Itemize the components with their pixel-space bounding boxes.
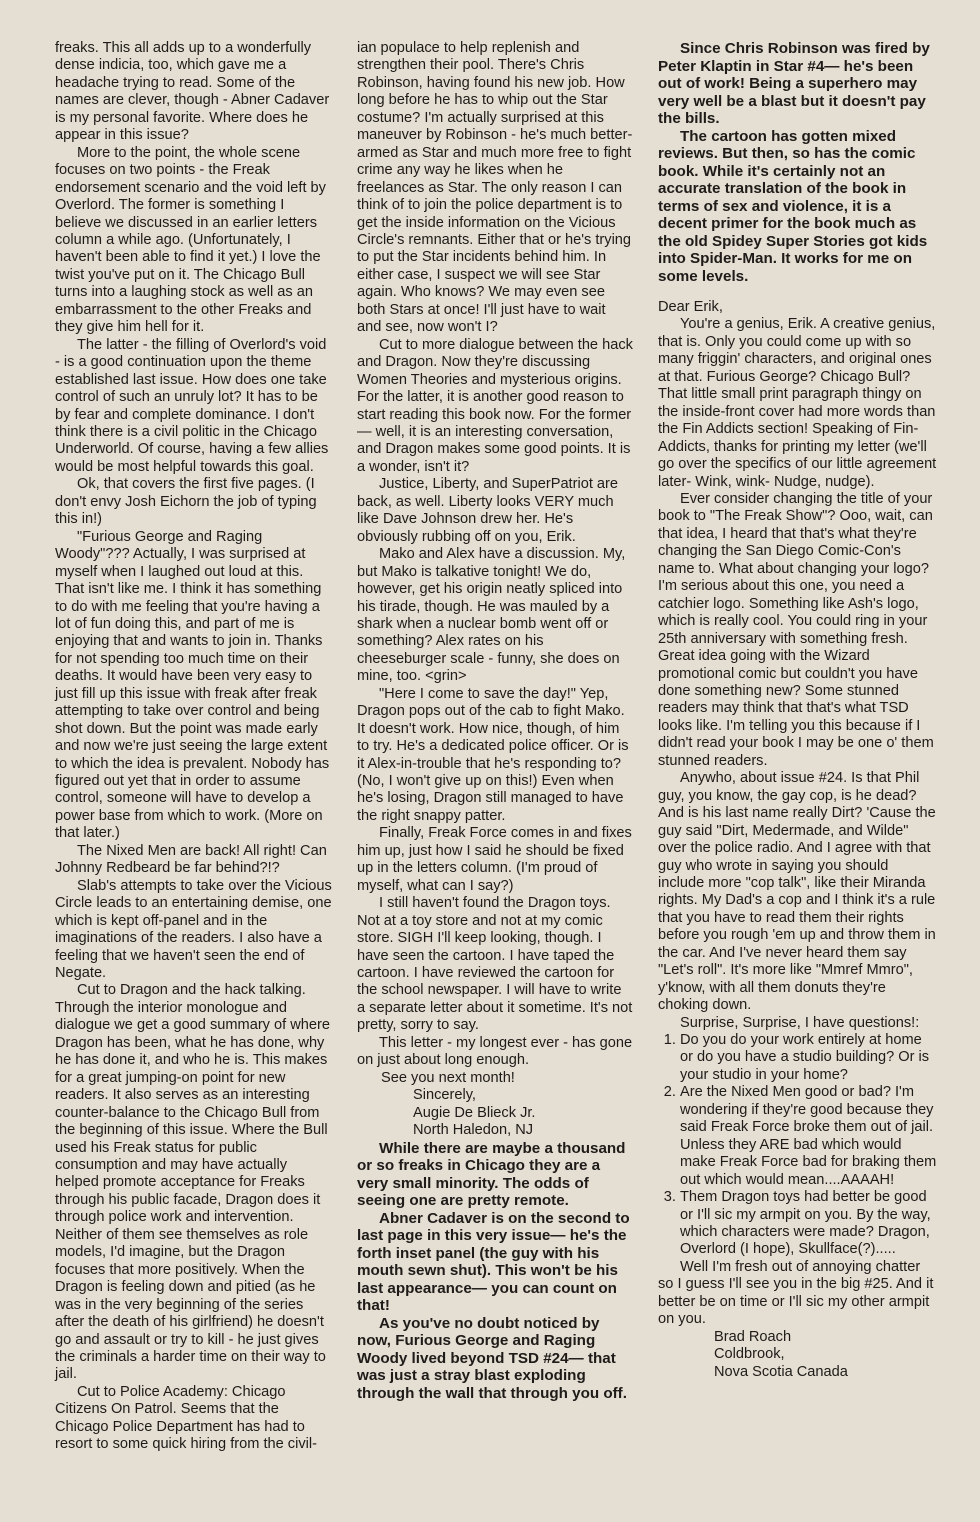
editor-reply: Abner Cadaver is on the second to last page in this very issue— he's the forth inset panel (the guy with his mouth sewn shut). This won't be his last appearance— you can count on that! bbox=[357, 1209, 630, 1315]
letter-location: North Haledon, NJ bbox=[413, 1122, 534, 1139]
letter-author: Brad Roach bbox=[714, 1328, 792, 1345]
letter-paragraph: Finally, Freak Force comes in and fixes him up, just how I said he should be fixed up in the letters column. (I'm proud of myself, what can I say?) bbox=[357, 825, 632, 894]
editor-reply: The cartoon has gotten mixed reviews. But then, so has the comic book. While it's certainly not an accurate translation of the book in terms of sex and violence, it is a decent primer for the book much as the old Spidey Super Stories got kids into Spider-Man. It works for me on some levels. bbox=[658, 127, 928, 285]
letter-paragraph: Cut to more dialogue between the hack and Dragon. Now they're discussing Women Theories and mysterious origins. For the latter, it is another good reason to start reading this book now. For the former— well, it is an interesting conversation, and Dragon makes some good points. It is a wonder, isn't it? bbox=[357, 336, 633, 475]
letter-paragraph: Ok, that covers the first five pages. (I don't envy Josh Eichorn the job of typing this in!) bbox=[55, 476, 317, 528]
letter-paragraph: "Furious George and Raging Woody"??? Actually, I was surprised at myself when I laughed out loud at this. That isn't like me. I think it has something to do with me feeling that you're having a lot of fun doing this, and part of me is enjoying that and wants to join in. Thanks for not spending too much time on their deaths. It would have been very easy to just fill up this issue with freak after freak attempting to take over control and being shot down. But the point was made early and now we're just seeing the large extent to which the idea is prevalent. Nobody has figured out yet that in order to assume control, someone will have to develop a power base from which to work. (More on that later.) bbox=[55, 528, 330, 842]
column-middle bbox=[357, 40, 633, 1402]
signoff-line: Sincerely, bbox=[413, 1087, 476, 1104]
letter-paragraph: Anywho, about issue #24. Is that Phil guy, you know, the gay cop, is he dead? And is his last name really Dirt? 'Cause the guy said "Dirt, Medermade, and Wilde" over the police radio. And I agree with that guy who wrote in saying you should include more "cop talk", like their Miranda rights. My Dad's a cop and I think it's a rule that you have to read them their rights before you rough 'em up and throw them in the car. And I've never heard them say "Let's roll". It's more like "Mmref Mmro", y'know, with all them donuts they're choking down. bbox=[658, 770, 936, 1014]
letter-location: Nova Scotia Canada bbox=[714, 1363, 848, 1380]
question-item: 2. Are the Nixed Men good or bad? I'm wondering if they're good because they said Freak Force broke them out of jail. Unless they ARE bad which would make Freak Force bad for braking them out which would mean....AAAAH! bbox=[680, 1084, 938, 1189]
column-left bbox=[55, 40, 333, 1454]
editor-reply: While there are maybe a thousand or so freaks in Chicago they are a very small minority. The odds of seeing one are pretty remote. bbox=[357, 1139, 626, 1210]
letter-paragraph: Mako and Alex have a discussion. My, but Mako is talkative tonight! We do, however, get his origin neatly spliced into his tirade, though. He was mauled by a shark when a nuclear bomb went off or something? Alex rates on his cheeseburger scale - funny, she does on mine, too. <grin> bbox=[357, 546, 626, 685]
letter-paragraph: Justice, Liberty, and SuperPatriot are back, as well. Liberty looks VERY much like Dave Johnson drew her. He's obviously rubbing off on you, Erik. bbox=[357, 476, 619, 545]
letter-paragraph: More to the point, the whole scene focuses on two points - the Freak endorsement scenario and the void left by Overlord. The former is something I believe we discussed in an earlier letters column a while ago. (Unfortunately, I haven't been able to find it yet.) I love the twist you've put on it. The Chicago Bull turns into a laughing stock as well as an embarrassment to the other Freaks and they give him hell for it. bbox=[55, 144, 326, 336]
letter-paragraph: Well I'm fresh out of annoying chatter so I guess I'll see you in the big #25. And it better be on time or I'll sic my other armpit on you. bbox=[658, 1258, 934, 1328]
letter-paragraph: ian populace to help replenish and strengthen their pool. There's Chris Robinson, having found his new job. How long before he has to whip out the Star costume? I'm actually surprised at this maneuver by Robinson - he's much better-armed as Star and much more free to fight crime any way he likes when he freelances as Star. The only reason I can think of to join the police department is to get the inside information on the Vicious Circle's remnants. Either that or he's trying to put the Star incidents behind him. In either case, I suspect we will see Star again. Who knows? We may even see both Stars at once! I'll just have to wait and see, now won't I? bbox=[357, 40, 633, 336]
letter-paragraph: You're a genius, Erik. A creative genius, that is. Only you could come up with so many friggin' characters, and original ones at that. Furious George? Chicago Bull? That little small print paragraph thingy on the inside-front cover had more words than the Fin Addicts section! Speaking of Fin-Addicts, thanks for printing my letter (we'll go over the specifics of our little agreement later- Wink, wink- Nudge, nudge). bbox=[658, 316, 937, 490]
editor-reply: Since Chris Robinson was fired by Peter Klaptin in Star #4— he's been out of work! Being a superhero may very well be a blast but it doesn't pay the bills. bbox=[658, 40, 930, 127]
question-list bbox=[658, 1032, 938, 1259]
letter-paragraph: Surprise, Surprise, I have questions!: bbox=[680, 1014, 920, 1031]
letter-paragraph: This letter - my longest ever - has gone on just about long enough. bbox=[357, 1034, 633, 1069]
letter-salutation: Dear Erik, bbox=[658, 299, 723, 315]
letter-paragraph: Cut to Police Academy: Chicago Citizens On Patrol. Seems that the Chicago Police Department has had to resort to some quick hiring from the civil- bbox=[55, 1383, 317, 1453]
editor-reply: As you've no doubt noticed by now, Furious George and Raging Woody lived beyond TSD #24— that was just a stray blast exploding through the wall that through you off. bbox=[357, 1314, 627, 1402]
letter-paragraph: "Here I come to save the day!" Yep, Dragon pops out of the cab to fight Mako. It doesn't work. How nice, though, of him to try. He's a dedicated police officer. Or is it Alex-in-trouble that he's responding to? (No, I won't give up on this!) Even when he's losing, Dragon still managed to have the right snappy patter. bbox=[357, 685, 629, 824]
letter-paragraph: I still haven't found the Dragon toys. Not at a toy store and not at my comic store. SIGH I'll keep looking, though. I have seen the cartoon. I have taped the cartoon. I have reviewed the cartoon for the school newspaper. I will have to write a separate letter about it sometime. It's not pretty, sorry to say. bbox=[357, 895, 633, 1034]
letter-paragraph: The Nixed Men are back! All right! Can Johnny Redbeard be far behind?!? bbox=[55, 842, 327, 877]
letter-location: Coldbrook, bbox=[714, 1346, 785, 1363]
letter-paragraph: Ever consider changing the title of your book to "The Freak Show"? Ooo, wait, can that idea, I heard that that's what they're changing the San Diego Comic-Con's name to. What about changing your logo? I'm serious about this one, you need a catchier logo. Something like Ash's logo, which is really cool. You could ring in your 25th anniversary with something fresh. Great idea going with the Wizard promotional comic but couldn't you have done something new? Some stunned readers may think that that's what TSD looks like. I'm telling you this because if I didn't read your book I may be one o' them stunned readers. bbox=[658, 490, 934, 769]
letter-paragraph: Cut to Dragon and the hack talking. Through the interior monologue and dialogue we get a good summary of where Dragon has been, what he has done, why he has done it, and who he is. This makes for a great jumping-on point for new readers. It also serves as an interesting counter-balance to the Chicago Bull from the beginning of this issue. Where the Bull used his Freak status for public consumption and may have actually helped promote acceptance for Freaks through his public facade, Dragon does it through police work and intervention. Neither of them see themselves as role models, I'd imagine, but the Dragon focuses that more positively. When the Dragon is feeling down and pitied (as he was in the very beginning of the series after the death of his girlfriend) he doesn't go and assault or try to kill - he just gives the criminals a harder time on their way to jail. bbox=[55, 982, 331, 1383]
signoff-line: See you next month! bbox=[381, 1069, 515, 1086]
letter-author: Augie De Blieck Jr. bbox=[413, 1104, 536, 1121]
question-item: 3. Them Dragon toys had better be good or I'll sic my armpit on you. By the way, which characters were made? Dragon, Overlord (I hope), Skullface(?)..... bbox=[680, 1189, 938, 1259]
question-item: 1. Do you do your work entirely at home or do you have a studio building? Or is your studio in your home? bbox=[680, 1032, 938, 1084]
column-right bbox=[658, 40, 938, 1381]
letter-paragraph: The latter - the filling of Overlord's void - is a good continuation upon the theme established last issue. How does one take control of such an unruly lot? It has to be by fear and complete dominance. I don't think there is a civil politic in the Chicago Underworld. Of course, having a few allies would be most helpful towards this goal. bbox=[55, 336, 329, 475]
letter-paragraph: freaks. This all adds up to a wonderfully dense indicia, too, which gave me a headache trying to read. Some of the names are clever, though - Abner Cadaver is my personal favorite. Where does he appear in this issue? bbox=[55, 40, 330, 144]
letter-paragraph: Slab's attempts to take over the Vicious Circle leads to an entertaining demise, one which is kept off-panel and in the imaginations of the readers. I also have a feeling that we haven't seen the end of Negate. bbox=[55, 877, 332, 982]
